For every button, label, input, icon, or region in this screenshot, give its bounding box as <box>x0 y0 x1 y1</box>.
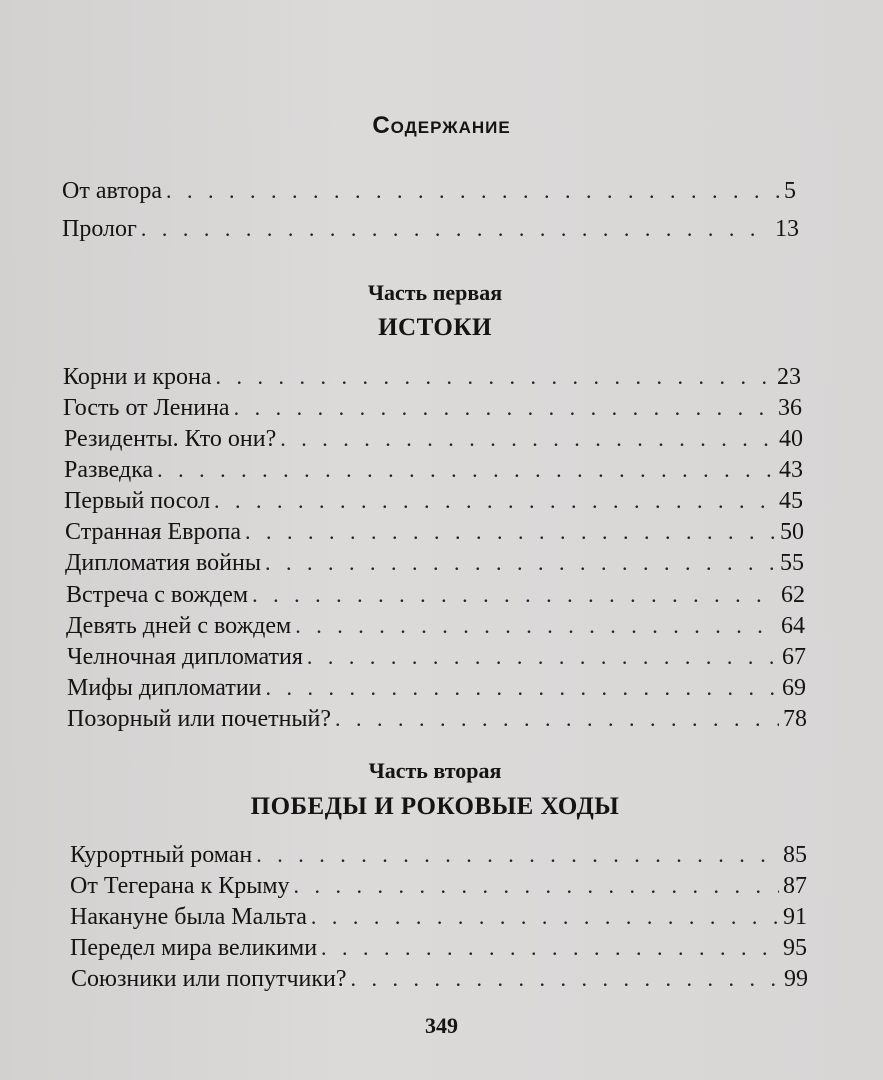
toc-entry-page: 43 <box>779 457 803 483</box>
toc-entry-page: 55 <box>780 550 804 576</box>
toc-entry <box>65 517 804 547</box>
toc-entry-title: Передел мира великими <box>70 935 318 961</box>
toc-entry <box>70 902 807 932</box>
toc-entry-page: 23 <box>777 364 801 390</box>
dot-leader <box>166 176 780 206</box>
toc-entry-page: 5 <box>784 178 796 204</box>
toc-entry-page: 62 <box>781 582 805 608</box>
dot-leader <box>141 214 771 244</box>
toc-entry <box>62 176 796 206</box>
dot-leader <box>294 871 779 901</box>
part-title: ПОБЕДЫ И РОКОВЫЕ ХОДЫ <box>250 793 620 820</box>
toc-entry-title: Странная Европа <box>65 519 241 545</box>
toc-entry-page: 85 <box>783 842 807 868</box>
toc-entry-page: 87 <box>783 873 807 899</box>
dot-leader <box>245 517 776 547</box>
toc-entry-title: Корни и крона <box>63 364 212 390</box>
part-label: Часть первая <box>367 280 503 305</box>
toc-entry-title: Разведка <box>64 457 154 483</box>
toc-entry-page: 50 <box>780 519 804 545</box>
dot-leader <box>321 933 779 963</box>
toc-entry <box>70 840 807 870</box>
toc-entry-page: 91 <box>783 904 807 930</box>
dot-leader <box>216 362 774 392</box>
dot-leader <box>335 704 779 734</box>
toc-entry-title: Мифы дипломатии <box>67 675 262 701</box>
toc-entry <box>63 362 801 392</box>
toc-entry <box>70 933 807 963</box>
toc-entry-title: Дипломатия войны <box>65 550 261 576</box>
dot-leader <box>307 642 778 672</box>
toc-entry-page: 40 <box>779 426 803 452</box>
toc-entry <box>67 673 806 703</box>
page-number: 349 <box>425 1013 458 1038</box>
toc-entry-page: 78 <box>783 706 807 732</box>
dot-leader <box>311 902 779 932</box>
dot-leader <box>234 393 774 423</box>
toc-entry-page: 64 <box>781 613 805 639</box>
dot-leader <box>280 424 775 454</box>
toc-entry <box>66 580 805 610</box>
toc-entry <box>67 704 807 734</box>
toc-entry-page: 99 <box>784 966 808 992</box>
part-label: Часть вторая <box>368 758 502 783</box>
toc-entry-title: Резиденты. Кто они? <box>64 426 277 452</box>
dot-leader <box>266 673 778 703</box>
toc-entry <box>64 455 803 485</box>
toc-entry-page: 67 <box>782 644 806 670</box>
toc-entry <box>63 393 802 423</box>
toc-entry-title: Встреча с вождем <box>66 582 249 608</box>
toc-entry-title: Курортный роман <box>70 842 253 868</box>
toc-entry-title: Девять дней с вождем <box>66 613 292 639</box>
dot-leader <box>256 840 779 870</box>
toc-entry-title: От Тегерана к Крыму <box>70 873 290 899</box>
dot-leader <box>252 580 777 610</box>
toc-entry-title: Первый посол <box>64 488 211 514</box>
dot-leader <box>351 964 780 994</box>
toc-entry <box>67 642 806 672</box>
toc-entry <box>62 214 799 244</box>
toc-entry <box>70 871 807 901</box>
toc-entry-title: Челночная дипломатия <box>67 644 303 670</box>
toc-entry-title: Накануне была Мальта <box>70 904 307 930</box>
toc-entry-title: Пролог <box>62 216 137 242</box>
toc-entry <box>64 486 803 516</box>
toc-entry <box>65 548 804 578</box>
dot-leader <box>214 486 775 516</box>
toc-entry-page: 45 <box>779 488 803 514</box>
toc-entry-page: 36 <box>778 395 802 421</box>
contents-heading: Содержание <box>372 112 511 139</box>
toc-entry-page: 13 <box>775 216 799 242</box>
toc-entry-page: 95 <box>783 935 807 961</box>
dot-leader <box>295 611 777 641</box>
dot-leader <box>265 548 776 578</box>
toc-entry-title: Союзники или попутчики? <box>71 966 347 992</box>
dot-leader <box>157 455 775 485</box>
toc-entry-page: 69 <box>782 675 806 701</box>
toc-entry-title: От автора <box>62 178 163 204</box>
toc-entry <box>64 424 803 454</box>
part-title: ИСТОКИ <box>378 314 492 341</box>
toc-entry-title: Позорный или почетный? <box>67 706 332 732</box>
toc-entry <box>71 964 808 994</box>
toc-entry <box>66 611 805 641</box>
toc-entry-title: Гость от Ленина <box>63 395 230 421</box>
